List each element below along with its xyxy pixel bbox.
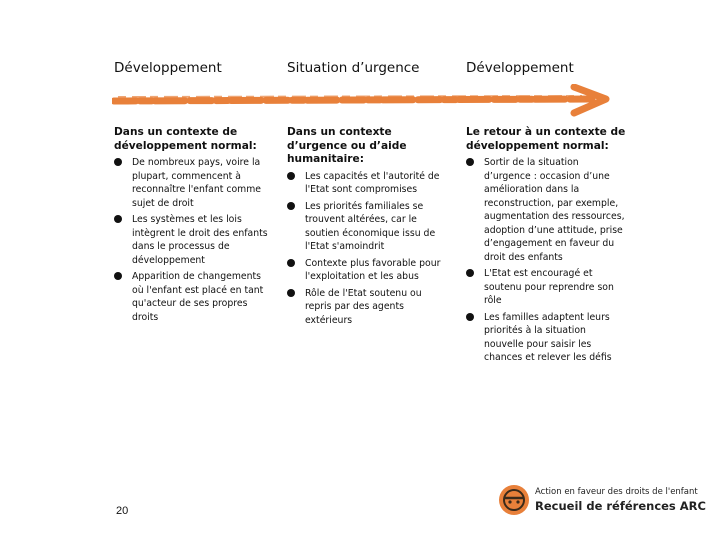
column-heading: Dans un contexte de développement normal: bbox=[114, 126, 257, 152]
bullet-list bbox=[114, 156, 274, 324]
timeline-arrow-icon bbox=[112, 84, 612, 118]
bullet-icon bbox=[114, 158, 122, 166]
column-heading: Dans un contexte d’urgence ou d’aide humanitaire: bbox=[287, 126, 407, 165]
bullet-icon bbox=[287, 172, 295, 180]
column-return-development bbox=[466, 126, 626, 368]
column-emergency bbox=[287, 126, 447, 330]
list-item: Les priorités familiales se trouvent altérées, car le soutien économique issu de l'Etat s'amoindrit bbox=[287, 200, 447, 254]
column-title-emergency: Situation d’urgence bbox=[287, 60, 420, 76]
list-item: Contexte plus favorable pour l'exploitation et les abus bbox=[287, 257, 447, 284]
column-heading: Le retour à un contexte de développement normal: bbox=[466, 126, 626, 152]
bullet-icon bbox=[114, 272, 122, 280]
list-item: Apparition de changements où l'enfant est placé en tant qu'acteur de ses propres droits bbox=[114, 270, 274, 324]
bullet-list bbox=[287, 170, 447, 328]
list-item: Rôle de l'Etat soutenu ou repris par des agents extérieurs bbox=[287, 287, 447, 328]
bullet-icon bbox=[466, 269, 474, 277]
list-item: Sortir de la situation d’urgence : occasion d’une amélioration dans la reconstruction, par exemple, augmentation des ressources, adoption d’une attitude, prise d’engagement en faveur du droit des enfants bbox=[466, 156, 626, 264]
footer-branding bbox=[535, 487, 706, 513]
list-item: L'Etat est encouragé et soutenu pour reprendre son rôle bbox=[466, 267, 626, 308]
list-item: Les familles adaptent leurs priorités à la situation nouvelle pour saisir les chances et relever les défis bbox=[466, 311, 626, 365]
list-item: Les capacités et l'autorité de l'Etat sont compromises bbox=[287, 170, 447, 197]
column-title-development-2: Développement bbox=[466, 60, 574, 76]
bullet-list bbox=[466, 156, 626, 365]
bullet-icon bbox=[466, 158, 474, 166]
bullet-icon bbox=[287, 289, 295, 297]
footer-subtitle: Action en faveur des droits de l'enfant bbox=[535, 487, 698, 497]
bullet-icon bbox=[114, 215, 122, 223]
list-item: De nombreux pays, voire la plupart, commencent à reconnaître l'enfant comme sujet de droit bbox=[114, 156, 274, 210]
footer-title: Recueil de références ARC bbox=[535, 499, 706, 513]
page-number: 20 bbox=[116, 505, 129, 517]
bullet-icon bbox=[287, 259, 295, 267]
column-development-normal bbox=[114, 126, 274, 327]
bullet-icon bbox=[466, 313, 474, 321]
column-title-development-1: Développement bbox=[114, 60, 222, 76]
arc-logo-icon bbox=[498, 484, 530, 516]
list-item: Les systèmes et les lois intègrent le droit des enfants dans le processus de développement bbox=[114, 213, 274, 267]
bullet-icon bbox=[287, 202, 295, 210]
